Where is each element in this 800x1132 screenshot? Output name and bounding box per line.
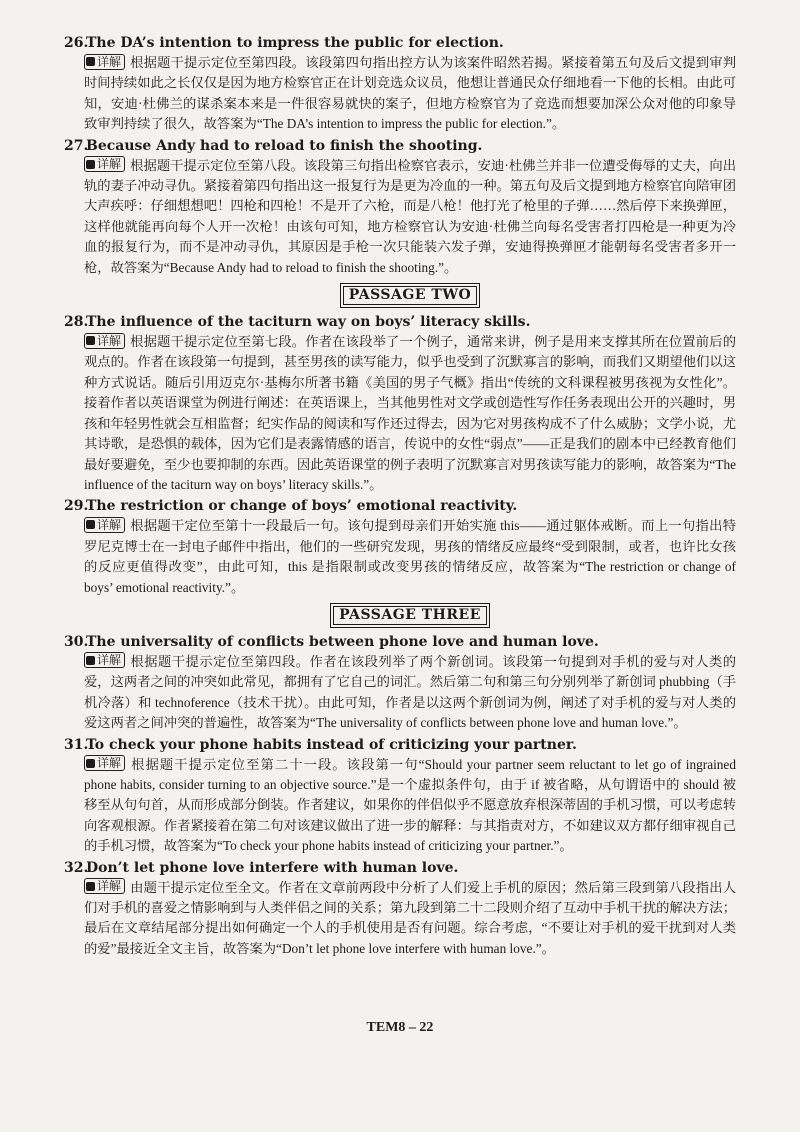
explanation-text: 详解 根据题干提示定位至第七段。作者在该段举了一个例子，通常来讲，例子是用来支撑其所在位置前后的观点的。作者在该段第一句提到，甚至男孩的读写能力，似乎也受到了沉默寡言的影响，而我们又期望他们以这种方式说话。随后引用迈克尔·基梅尔所著书籍《美国的男子气概》指出“传统的文科课程被男孩视为女性化”。接着作者以英语课堂为例进行阐述：在英语课上，当其他男性对文学或创造性写作任务表现出公开的兴趣时，男孩和年轻男性就会互相监督；纪实作品的阅读和写作还过得去，因为它对男孩构成不了什么威胁；文学小说，尤其诗歌，是恐惧的载体，因为它们是表露情感的语言，传说中的女性“弱点”——正是我们的剧本中已经教育他们最好要避免，至少也要抑制的东西。因此英语课堂的例子表明了沉默寡言对男孩读写能力的影响，故答案为“The influence of the taciturn way on boys’ literacy skills.”。 <box>84 333 736 492</box>
question-number: 26. <box>64 35 89 51</box>
answer-title: Don’t let phone love interfere with human love. <box>86 859 459 876</box>
book-icon <box>86 759 95 768</box>
explanation-text: 详解 根据题干定位至第十一段最后一句。该句提到母亲们开始实施 this——通过躯体戒断。而上一句指出特罗尼克博士在一封电子邮件中指出，他们的一些研究发现，男孩的情绪反应最终“受到限制，或者，也许比女孩的反应更值得改变”，由此可知，this 是指限制或改变男孩的情绪反应，故答案为“The restriction or change of boys’ emotional reactivity.”。 <box>84 517 736 595</box>
detail-tag: 详解 <box>84 652 125 668</box>
answer-title: The universality of conflicts between phone love and human love. <box>86 633 599 650</box>
question-number: 28. <box>64 314 89 331</box>
book-icon <box>86 882 95 891</box>
question-number: 29. <box>64 498 89 515</box>
explanation-text: 详解 根据题干提示定位至第八段。该段第三句指出检察官表示，安迪·杜佛兰并非一位遭受侮辱的丈夫，向出轨的妻子冲动寻仇。紧接着第四句指出这一报复行为是更为冷血的一种。第五句及后文提到地方检察官向陪审团大声疾呼：仔细想想吧！四枪和四枪！不是开了六枪，而是八枪！他打光了枪里的子弹……然后停下来换弹匣，这样他就能再向每个人开一次枪！由该句可知，地方检察官认为安迪·杜佛兰向每名受害者打四枪是一种更为冷血的报复行为，而不是冲动寻仇，其原因是手枪一次只能装六发子弹，安迪得换弹匣才能朝每名受害者多开一枪，故答案为“Because Andy had to reload to finish the shooting.”。 <box>84 157 736 275</box>
detail-tag: 详解 <box>84 54 125 70</box>
answer-title: The restriction or change of boys’ emotional reactivity. <box>86 498 518 515</box>
answer-explanations <box>64 34 736 961</box>
book-icon <box>86 57 95 66</box>
detail-tag: 详解 <box>84 517 125 533</box>
answer-title: The DA’s intention to impress the public for election. <box>86 35 504 51</box>
answer-item-27 <box>64 137 736 278</box>
passage-two-heading: PASSAGE TWO <box>340 283 480 308</box>
explanation-text: 详解 根据题干提示定位至第二十一段。该段第一句“Should your partner seem reluctant to let go of ingrained phone habits, consider turning to an objective source.”是一个虚拟条件句，由于 if 被省略，从句谓语中的 should 被移至从句句首，从而形成部分倒装。作者建议，如果你的伴侣似乎不愿意放弃根深蒂固的手机习惯，可以考虑转向客观根源。作者紧接着在第二句对该建议做出了进一步的解释：与其指责对方，不如建议双方都仔细审视自己的手机习惯，故答案为“To check your phone habits instead of criticizing your partner.”。 <box>84 756 736 854</box>
answer-item-32 <box>64 859 736 960</box>
book-icon <box>86 656 95 665</box>
question-number: 32. <box>64 859 89 876</box>
explanation-text: 详解 根据题干提示定位至第四段。作者在该段列举了两个新创词。该段第一句提到对手机的爱与对人类的爱，这两者之间的冲突如此常见，都拥有了它自己的词汇。然后第二句和第三句分别列举了新创词 phubbing（手机冷落）和 technoference（技术干扰）。由此可知，作者是以这两个新创词为例，阐述了对手机的爱与对人类的爱这两者之间冲突的普遍性，故答案为“The universality of conflicts between phone love and human love.”。 <box>84 653 736 731</box>
answer-title: The influence of the taciturn way on boys’ literacy skills. <box>86 314 531 331</box>
answer-title: To check your phone habits instead of criticizing your partner. <box>86 736 577 753</box>
detail-tag: 详解 <box>84 333 125 349</box>
answer-item-26 <box>64 34 736 135</box>
detail-tag: 详解 <box>84 878 125 894</box>
book-icon <box>86 336 95 345</box>
answer-title: Because Andy had to reload to finish the shooting. <box>86 137 483 154</box>
explanation-text: 详解 根据题干提示定位至第四段。该段第四句指出控方认为该案件昭然若揭。紧接着第五句及后文提到审判时间持续如此之长仅仅是因为地方检察官正在计划竞选众议员，他想让普通民众仔细地看一下他的长相。由此可知，安迪·杜佛兰的谋杀案本来是一件很容易就快的案子，但地方检察官为了竞选而想要加深公众对他的印象导致审判持续了很久，故答案为“The DA’s intention to impress the public for election.”。 <box>84 54 736 132</box>
book-icon <box>86 520 95 529</box>
answer-item-30 <box>64 633 736 734</box>
question-number: 30. <box>64 633 89 650</box>
explanation-text: 详解 由题干提示定位至全文。作者在文章前两段中分析了人们爱上手机的原因；然后第三段到第八段指出人们对手机的喜爱之情影响到与人类伴侣之间的关系；第九段到第二十二段则介绍了互动中手机干扰的解决方法；最后在文章结尾部分提出如何确定一个人的手机使用是否有问题。综合考虑，“不要让对手机的爱干扰到对人类的爱”最接近全文主旨，故答案为“Don’t let phone love interfere with human love.”。 <box>84 879 736 956</box>
page-footer: TEM8 – 22 <box>366 1020 434 1035</box>
detail-tag: 详解 <box>84 156 125 172</box>
book-icon <box>86 160 95 169</box>
question-number: 27. <box>64 137 89 154</box>
passage-three-heading: PASSAGE THREE <box>330 603 490 628</box>
question-number: 31. <box>64 736 89 753</box>
detail-tag: 详解 <box>84 755 125 771</box>
answer-item-31 <box>64 736 736 857</box>
answer-item-29 <box>64 497 736 598</box>
answer-item-28 <box>64 313 736 495</box>
